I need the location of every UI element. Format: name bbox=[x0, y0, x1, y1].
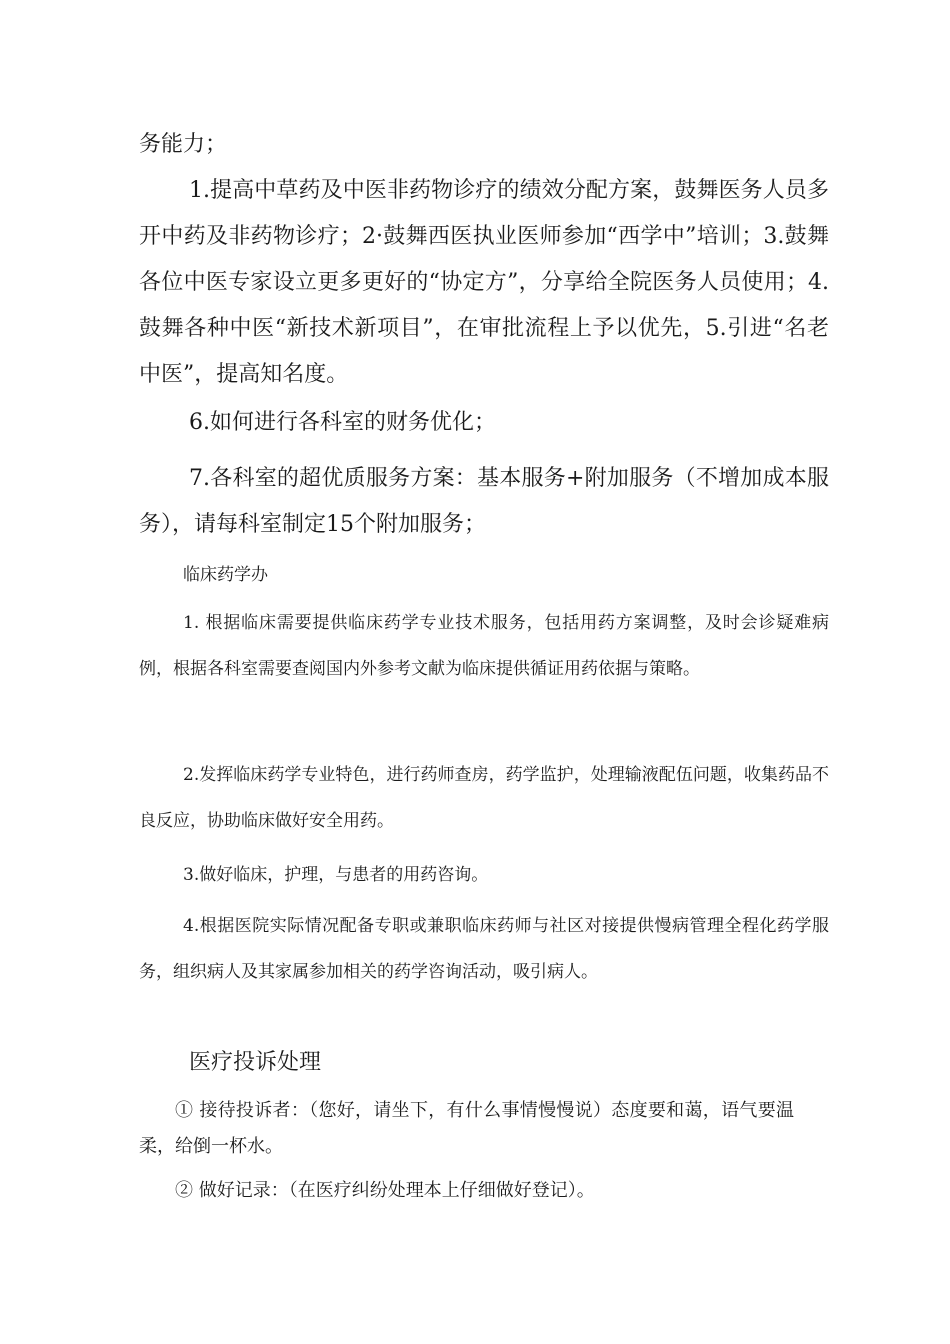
paragraph-tcm-incentives: 1.提高中草药及中医非药物诊疗的绩效分配方案，鼓舞医务人员多开中药及非药物诊疗；2·鼓舞西医执业医师参加“西学中”培训；3.鼓舞各位中医专家设立更多更好的“协定方”，分享给全院医务人员使用；4.鼓舞各种中医“新技术新项目”，在审批流程上予以优先，5.引进“名老中医”，提高知名度。 bbox=[139, 178, 829, 387]
paragraph-clinical-pharmacy-2: 2.发挥临床药学专业特色，进行药师查房，药学监护，处理输液配伍问题，收集药品不良反应，协助临床做好安全用药。 bbox=[139, 765, 829, 831]
paragraph-clinical-pharmacy-1: 1. 根据临床需要提供临床药学专业技术服务，包括用药方案调整，及时会诊疑难病例，根据各科室需要查阅国内外参考文献为临床提供循证用药依据与策略。 bbox=[139, 613, 829, 679]
paragraph-clinical-pharmacy-4: 4.根据医院实际情况配备专职或兼职临床药师与社区对接提供慢病管理全程化药学服务，组织病人及其家属参加相关的药学咨询活动，吸引病人。 bbox=[139, 916, 829, 982]
paragraph-service-ability: 务能力； bbox=[139, 132, 228, 157]
paragraph-complaint-step-1: ① 接待投诉者：（您好，请坐下，有什么事情慢慢说）态度要和蔼，语气要温柔，给倒一杯水。 bbox=[139, 1100, 794, 1157]
heading-medical-complaints: 医疗投诉处理 bbox=[189, 1050, 322, 1075]
paragraph-financial-optimization: 6.如何进行各科室的财务优化； bbox=[189, 410, 496, 435]
paragraph-premium-service: 7.各科室的超优质服务方案：基本服务+附加服务（不增加成本服务），请每科室制定15个附加服务； bbox=[139, 466, 829, 537]
paragraph-complaint-step-2: ② 做好记录：（在医疗纠纷处理本上仔细做好登记）。 bbox=[175, 1180, 595, 1201]
paragraph-clinical-pharmacy-3: 3.做好临床，护理，与患者的用药咨询。 bbox=[183, 865, 489, 885]
heading-clinical-pharmacy: 临床药学办 bbox=[183, 565, 268, 585]
